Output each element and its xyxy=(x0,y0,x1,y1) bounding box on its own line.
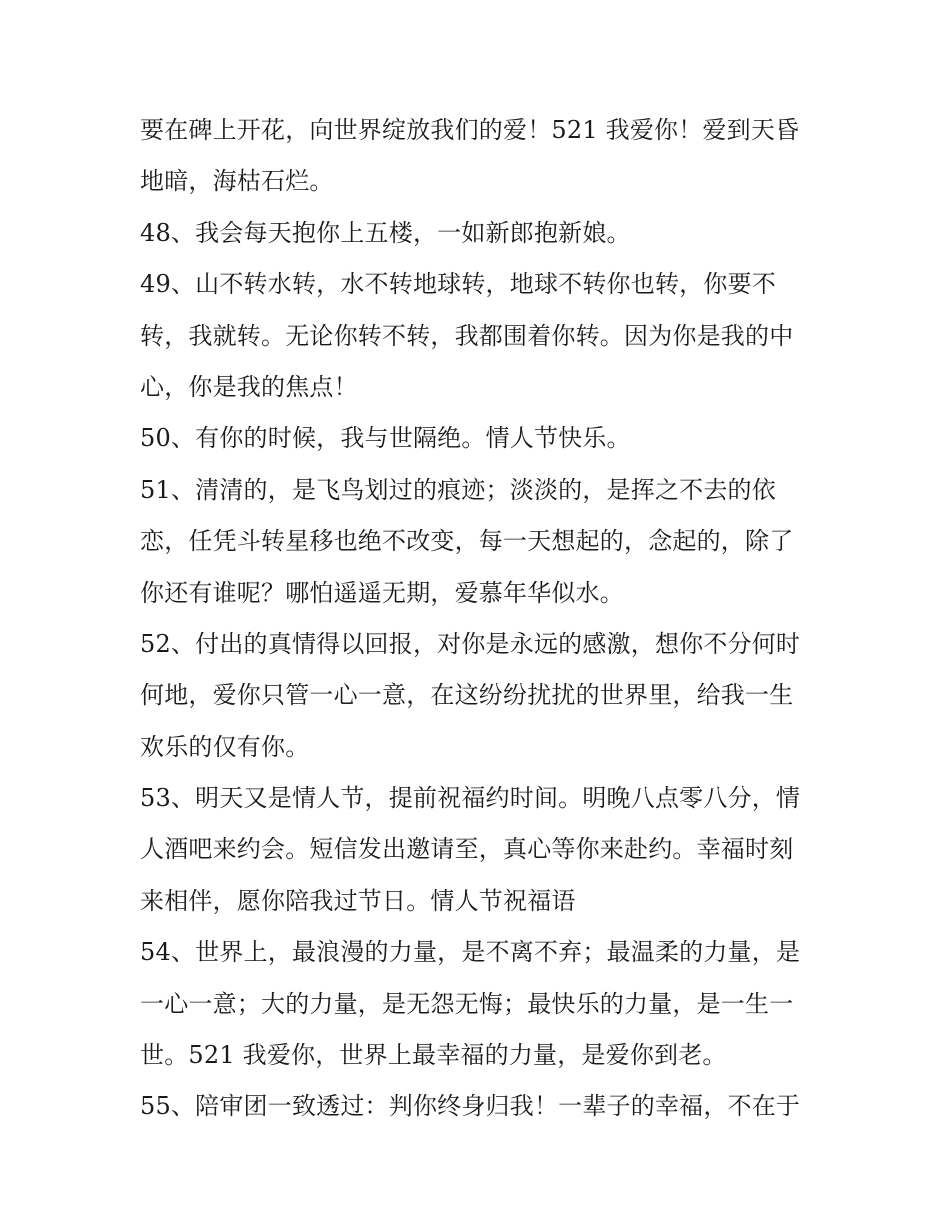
text-line: 52、付出的真情得以回报，对你是永远的感激，想你不分何时 xyxy=(140,629,801,658)
text-line: 欢乐的仅有你。 xyxy=(140,732,310,761)
text-line: 你还有谁呢？哪怕遥遥无期，爱慕年华似水。 xyxy=(140,578,624,607)
text-line: 转，我就转。无论你转不转，我都围着你转。因为你是我的中 xyxy=(140,321,794,350)
text-line: 何地，爱你只管一心一意，在这纷纷扰扰的世界里，给我一生 xyxy=(140,681,794,710)
text-line: 48、我会每天抱你上五楼，一如新郎抱新娘。 xyxy=(140,218,631,247)
text-line: 世。521 我爱你，世界上最幸福的力量，是爱你到老。 xyxy=(140,1041,727,1070)
text-line: 恋，任凭斗转星移也绝不改变，每一天想起的，念起的，除了 xyxy=(140,527,794,556)
text-line: 人酒吧来约会。短信发出邀请至，真心等你来赴约。幸福时刻 xyxy=(140,835,794,864)
text-line: 心，你是我的焦点！ xyxy=(140,372,358,401)
text-line: 54、世界上，最浪漫的力量，是不离不弃；最温柔的力量，是 xyxy=(140,938,801,967)
text-line: 地暗，海枯石烂。 xyxy=(140,167,334,196)
text-line: 51、清清的，是飞鸟划过的痕迹；淡淡的，是挥之不去的依 xyxy=(140,475,776,504)
text-line: 49、山不转水转，水不转地球转，地球不转你也转，你要不 xyxy=(140,270,776,299)
text-line: 53、明天又是情人节，提前祝福约时间。明晚八点零八分，情 xyxy=(140,784,801,813)
text-line: 要在碑上开花，向世界绽放我们的爱！521 我爱你！爱到天昏 xyxy=(140,116,800,144)
text-line: 55、陪审团一致透过：判你终身归我！一辈子的幸福，不在于 xyxy=(140,1092,801,1121)
text-line: 一心一意；大的力量，是无怨无悔；最快乐的力量，是一生一 xyxy=(140,989,794,1018)
text-line: 来相伴，愿你陪我过节日。情人节祝福语 xyxy=(140,886,576,915)
document-text-block xyxy=(140,105,820,1133)
text-line: 50、有你的时候，我与世隔绝。情人节快乐。 xyxy=(140,424,631,453)
